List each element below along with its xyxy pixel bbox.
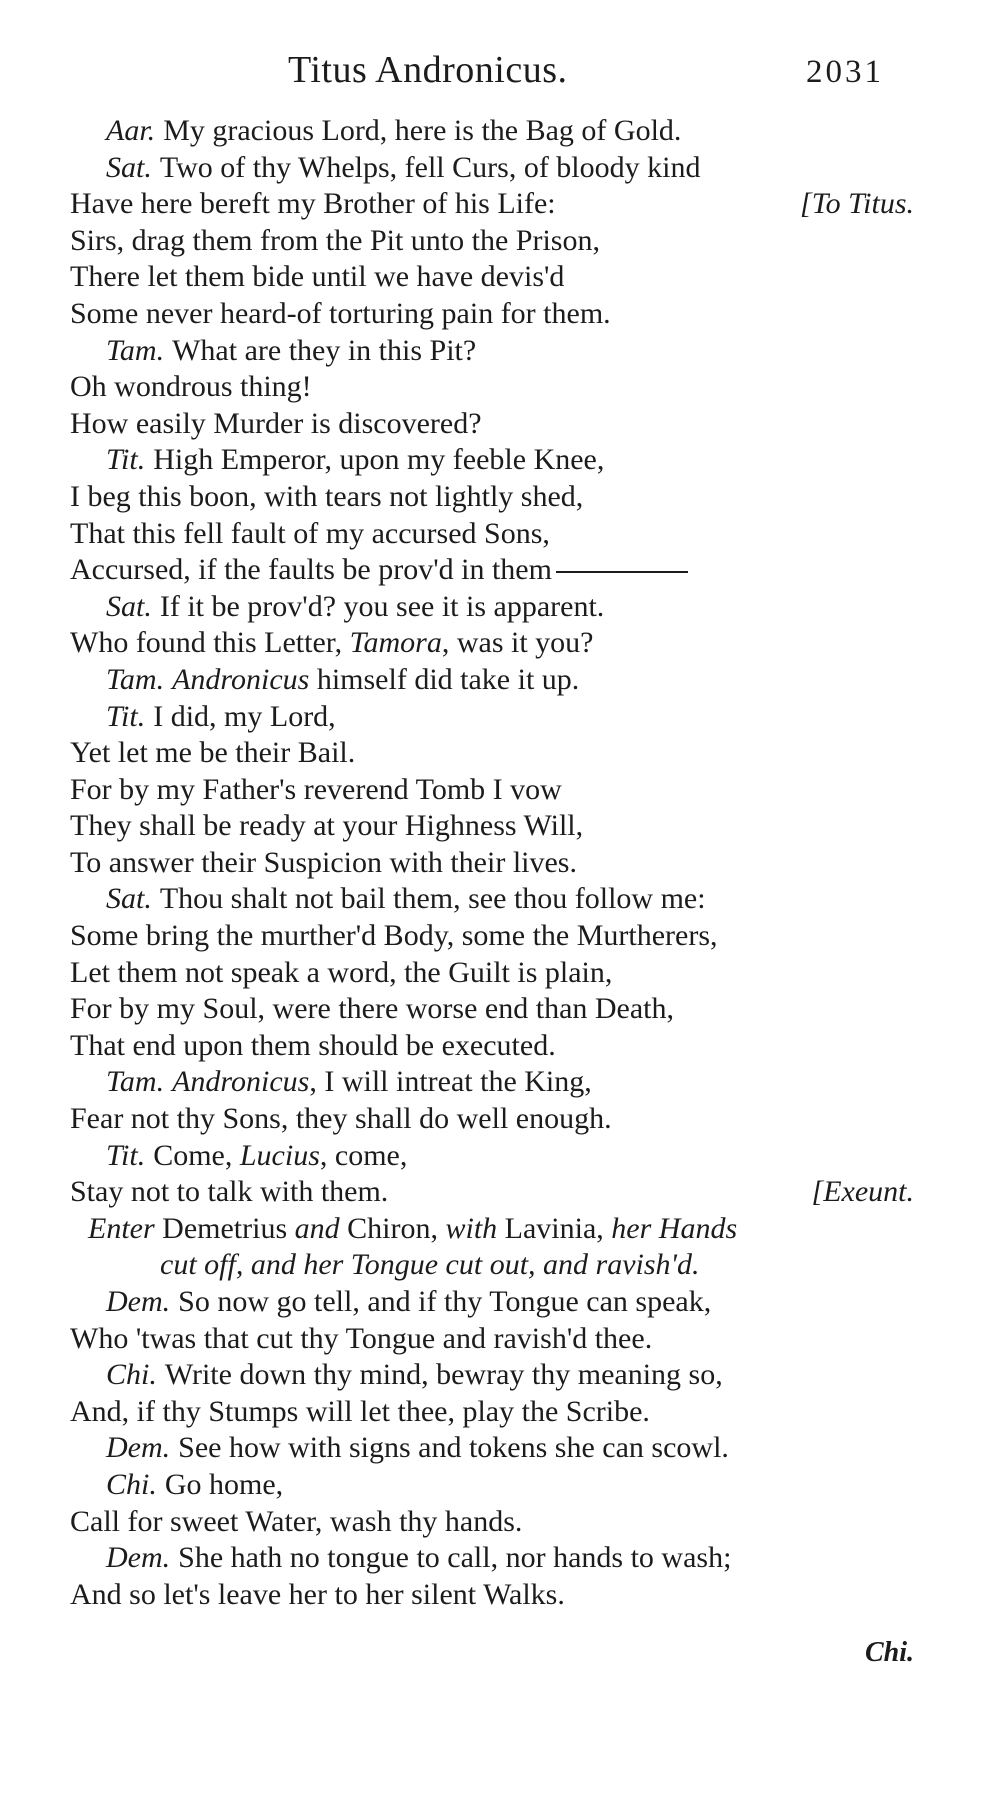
line-text: Some never heard-of torturing pain for them.: [70, 296, 611, 330]
line-segment: Enter: [88, 1211, 155, 1245]
em-dash-rule: [556, 571, 688, 573]
text-line: [70, 1028, 930, 1065]
speaker-name: Tit.: [106, 443, 146, 477]
speaker-name: Tit.: [106, 1138, 146, 1172]
line-text: I did, my Lord,: [153, 699, 336, 733]
text-line: [70, 1540, 930, 1577]
text-line: [70, 1504, 930, 1541]
speaker-name: Sat.: [106, 150, 152, 184]
line-text: Sirs, drag them from the Pit unto the Prison,: [70, 223, 600, 257]
line-text: There let them bide until we have devis'd: [70, 260, 565, 294]
line-text: Let them not speak a word, the Guilt is plain,: [70, 955, 613, 989]
text-line: [70, 808, 930, 845]
speaker-name: Sat.: [106, 882, 152, 916]
text-line: [70, 918, 930, 955]
line-segment: Lucius: [239, 1138, 320, 1172]
text-line: [70, 589, 930, 626]
line-text: Fear not thy Sons, they shall do well enough.: [70, 1102, 612, 1136]
line-text: Two of thy Whelps, fell Curs, of bloody kind: [159, 150, 701, 184]
stage-direction: [70, 1247, 930, 1284]
stage-direction-aside: [To Titus.: [800, 187, 914, 221]
line-text: Accursed, if the faults be prov'd in them: [70, 553, 552, 587]
speaker-name: Dem.: [106, 1541, 171, 1575]
text-line: [70, 772, 930, 809]
text-line: [70, 1577, 930, 1614]
speaker-name: Tam.: [106, 1065, 165, 1099]
line-text: That end upon them should be executed.: [70, 1028, 556, 1062]
line-segment: Tamora: [349, 626, 442, 660]
text-line: [70, 369, 930, 406]
text-line: [70, 516, 930, 553]
line-segment: Lavinia,: [497, 1211, 612, 1245]
line-segment: Andronicus: [172, 1065, 310, 1099]
running-head: [0, 48, 1000, 98]
line-segment: , come,: [319, 1138, 408, 1172]
text-line: [70, 1138, 930, 1175]
line-segment: cut off, and her Tongue cut out, and ravish'd.: [160, 1248, 700, 1282]
line-segment: and: [294, 1211, 340, 1245]
line-text: That this fell fault of my accursed Sons,: [70, 516, 550, 550]
catchword: Chi.: [864, 1637, 914, 1668]
text-line: [70, 662, 930, 699]
speaker-name: Sat.: [106, 589, 152, 623]
speaker-name: Dem.: [106, 1431, 171, 1465]
line-text: Thou shalt not bail them, see thou follow me:: [159, 882, 706, 916]
line-segment: with: [445, 1211, 498, 1245]
line-text: How easily Murder is discovered?: [70, 406, 482, 440]
line-text: I beg this boon, with tears not lightly shed,: [70, 479, 584, 513]
text-line: [70, 625, 930, 662]
speaker-name: Dem.: [106, 1285, 171, 1318]
line-text: And so let's leave her to her silent Walks.: [70, 1577, 565, 1611]
line-text: For by my Soul, were there worse end than Death,: [70, 992, 675, 1026]
speaker-name: Tam.: [106, 333, 165, 367]
line-text: They shall be ready at your Highness Will,: [70, 809, 584, 843]
text-line: [70, 1101, 930, 1138]
text-line: [70, 296, 930, 333]
text-line: [70, 186, 930, 223]
line-text: Call for sweet Water, wash thy hands.: [70, 1504, 523, 1538]
line-segment: Chiron,: [339, 1211, 446, 1245]
line-text: Yet let me be their Bail.: [70, 736, 356, 770]
line-segment: Andronicus: [172, 662, 310, 696]
page-number: 2031: [806, 54, 884, 90]
speaker-name: Chi.: [106, 1467, 157, 1501]
line-text: Write down thy mind, bewray thy meaning so,: [164, 1358, 723, 1392]
line-segment: himself did take it up.: [309, 662, 580, 696]
text-line: [70, 845, 930, 882]
line-text: And, if thy Stumps will let thee, play the Scribe.: [70, 1394, 650, 1428]
text-line: [70, 113, 930, 150]
text-line: [70, 699, 930, 736]
text-line: [70, 991, 930, 1028]
text-line: [70, 881, 930, 918]
line-text: Some bring the murther'd Body, some the Murtherers,: [70, 919, 718, 953]
line-text: My gracious Lord, here is the Bag of Gold.: [163, 114, 682, 147]
text-line: [70, 150, 930, 187]
line-text: High Emperor, upon my feeble Knee,: [153, 443, 605, 477]
text-line: [70, 1064, 930, 1101]
text-line: [70, 479, 930, 516]
line-text: What are they in this Pit?: [172, 333, 477, 367]
text-line: [70, 333, 930, 370]
speaker-name: Tit.: [106, 699, 146, 733]
line-text: Have here bereft my Brother of his Life:: [70, 187, 556, 221]
text-line: [70, 1430, 930, 1467]
line-text: So now go tell, and if thy Tongue can speak,: [178, 1285, 712, 1318]
stage-direction-aside: [Exeunt.: [811, 1175, 914, 1209]
text-line: [70, 1467, 930, 1504]
text-line: [70, 955, 930, 992]
line-text: Stay not to talk with them.: [70, 1175, 389, 1209]
line-segment: Who found this Letter,: [70, 626, 350, 660]
line-segment: Come,: [153, 1138, 240, 1172]
speaker-name: Aar.: [106, 114, 156, 147]
stage-direction: [70, 1211, 930, 1248]
text-line: [70, 1357, 930, 1394]
line-text: Oh wondrous thing!: [70, 370, 312, 404]
line-segment: , was it you?: [441, 626, 594, 660]
line-segment: Demetrius: [154, 1211, 295, 1245]
speaker-name: Chi.: [106, 1358, 157, 1392]
line-text: Go home,: [164, 1467, 284, 1501]
play-text: [70, 113, 930, 1613]
text-line: [70, 406, 930, 443]
line-text: If it be prov'd? you see it is apparent.: [159, 589, 605, 623]
text-line: [70, 735, 930, 772]
line-text: See how with signs and tokens she can scowl.: [178, 1431, 729, 1465]
running-title: Titus Andronicus.: [288, 49, 568, 91]
text-line: [70, 1394, 930, 1431]
text-line: [70, 259, 930, 296]
text-line: [70, 1321, 930, 1358]
line-text: For by my Father's reverend Tomb I vow: [70, 772, 562, 806]
line-text: To answer their Suspicion with their lives.: [70, 845, 577, 879]
text-line: [70, 1284, 930, 1321]
line-text: Who 'twas that cut thy Tongue and ravish'd thee.: [70, 1321, 653, 1355]
text-line: [70, 552, 930, 589]
text-line: [70, 223, 930, 260]
line-segment: her Hands: [611, 1211, 738, 1245]
line-text: She hath no tongue to call, nor hands to wash;: [178, 1541, 732, 1575]
text-line: [70, 1174, 930, 1211]
text-line: [70, 442, 930, 479]
line-segment: , I will intreat the King,: [309, 1065, 592, 1099]
speaker-name: Tam.: [106, 662, 165, 696]
